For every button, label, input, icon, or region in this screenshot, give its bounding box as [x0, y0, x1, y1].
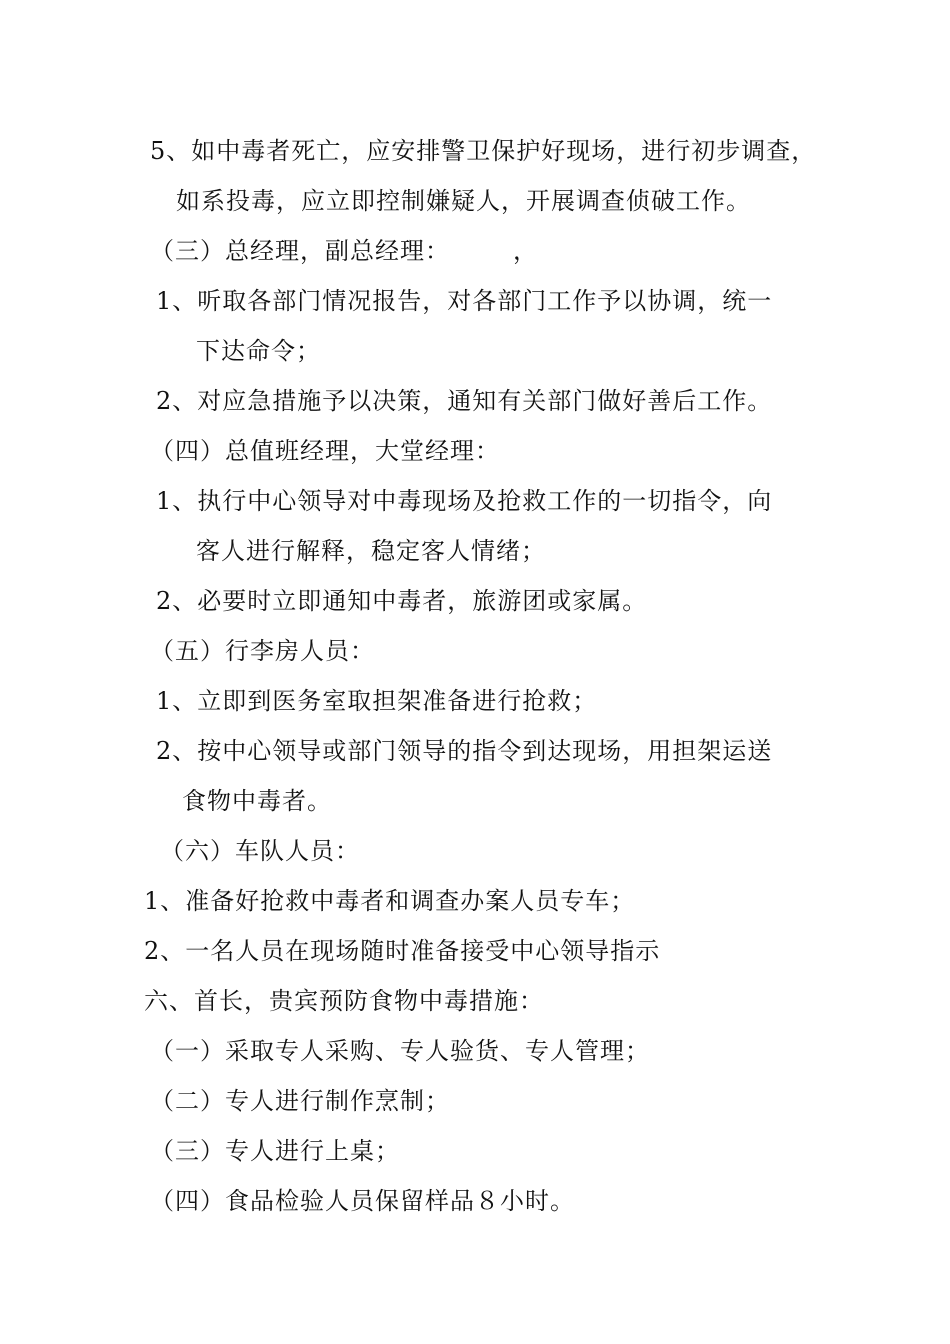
text-line: 下达命令；	[196, 337, 321, 365]
section-heading: （四）总值班经理，大堂经理：	[150, 437, 500, 465]
text-line: （一）采取专人采购、专人验货、专人管理；	[150, 1037, 650, 1065]
text-line: 2、必要时立即通知中毒者，旅游团或家属。	[156, 587, 648, 615]
text-line: 客人进行解释，稳定客人情绪；	[196, 537, 546, 565]
text-line: 2、按中心领导或部门领导的指令到达现场，用担架运送	[156, 737, 773, 765]
section-heading: （六）车队人员：	[160, 837, 360, 865]
section-heading: 六、首长，贵宾预防食物中毒措施：	[144, 987, 544, 1015]
text-line: （四）食品检验人员保留样品８小时。	[150, 1187, 575, 1215]
text-line: 1、准备好抢救中毒者和调查办案人员专车；	[144, 887, 636, 915]
text-line: （二）专人进行制作烹制；	[150, 1087, 450, 1115]
section-heading: （五）行李房人员：	[150, 637, 375, 665]
text-line: 1、听取各部门情况报告，对各部门工作予以协调，统一	[156, 287, 773, 315]
text-line: 2、对应急措施予以决策，通知有关部门做好善后工作。	[156, 387, 773, 415]
text-line: 1、执行中心领导对中毒现场及抢救工作的一切指令，向	[156, 487, 773, 515]
text-line: 2、一名人员在现场随时准备接受中心领导指示	[144, 937, 661, 965]
text-line: 1、立即到医务室取担架准备进行抢救；	[156, 687, 598, 715]
text-line: 如系投毒，应立即控制嫌疑人，开展调查侦破工作。	[176, 187, 751, 215]
text-line: 食物中毒者。	[182, 787, 332, 815]
text-line: 5、如中毒者死亡，应安排警卫保护好现场，进行初步调查，	[150, 137, 817, 165]
text-line: （三）专人进行上桌；	[150, 1137, 400, 1165]
section-heading: （三）总经理，副总经理： ，	[150, 237, 538, 265]
